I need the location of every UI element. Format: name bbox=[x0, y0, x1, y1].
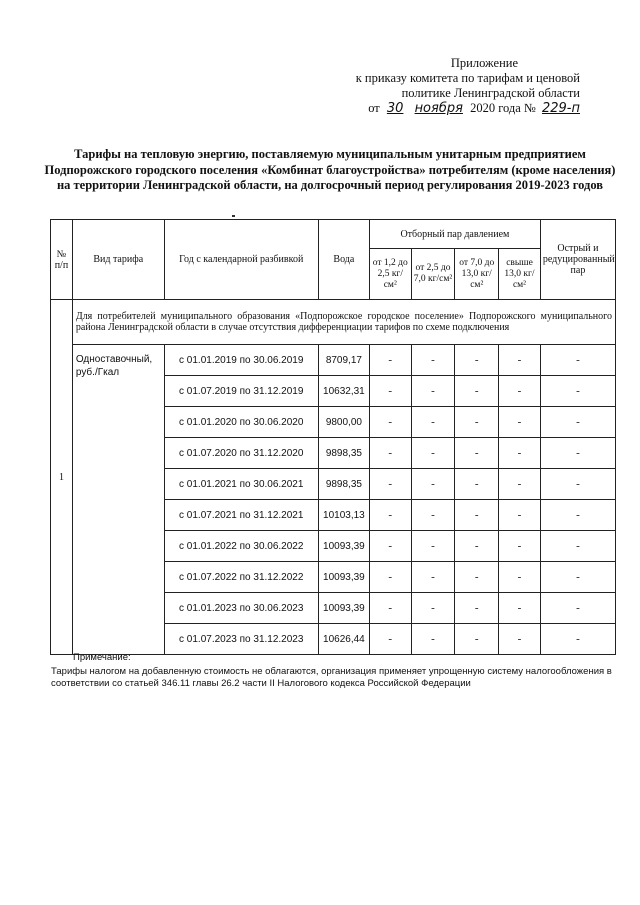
dash-cell: - bbox=[499, 438, 541, 469]
dash-cell: - bbox=[455, 438, 499, 469]
order-date-line bbox=[300, 101, 580, 116]
dash-cell: - bbox=[411, 376, 455, 407]
period-cell: с 01.07.2021 по 31.12.2021 bbox=[164, 500, 318, 531]
period-cell: с 01.07.2022 по 31.12.2022 bbox=[164, 562, 318, 593]
appendix-block bbox=[300, 56, 580, 116]
appendix-line-2: к приказу комитета по тарифам и ценовой bbox=[355, 71, 580, 85]
dash-cell: - bbox=[540, 469, 615, 500]
dash-cell: - bbox=[369, 469, 411, 500]
order-year: 2020 года № bbox=[470, 101, 536, 115]
dash-cell: - bbox=[455, 345, 499, 376]
order-day: 30 bbox=[386, 101, 404, 116]
dash-cell: - bbox=[369, 438, 411, 469]
period-cell: с 01.07.2020 по 31.12.2020 bbox=[164, 438, 318, 469]
dash-cell: - bbox=[455, 500, 499, 531]
header-period: Год с календарной разбивкой bbox=[164, 220, 318, 300]
decorative-dot bbox=[232, 215, 235, 217]
dash-cell: - bbox=[411, 345, 455, 376]
dash-cell: - bbox=[411, 562, 455, 593]
dash-cell: - bbox=[455, 407, 499, 438]
dash-cell: - bbox=[411, 624, 455, 655]
dash-cell: - bbox=[499, 376, 541, 407]
header-pressure-3: от 7,0 до 13,0 кг/см² bbox=[455, 249, 499, 300]
water-cell: 10093,39 bbox=[318, 562, 369, 593]
dash-cell: - bbox=[499, 562, 541, 593]
period-cell: с 01.01.2022 по 30.06.2022 bbox=[164, 531, 318, 562]
water-cell: 10626,44 bbox=[318, 624, 369, 655]
dash-cell: - bbox=[411, 407, 455, 438]
tariff-table bbox=[50, 219, 616, 655]
dash-cell: - bbox=[411, 438, 455, 469]
water-cell: 10093,39 bbox=[318, 531, 369, 562]
dash-cell: - bbox=[455, 562, 499, 593]
water-cell: 9898,35 bbox=[318, 469, 369, 500]
dash-cell: - bbox=[369, 624, 411, 655]
dash-cell: - bbox=[499, 345, 541, 376]
dash-cell: - bbox=[540, 376, 615, 407]
water-cell: 10093,39 bbox=[318, 593, 369, 624]
order-month: ноября bbox=[414, 101, 463, 116]
row-number: 1 bbox=[51, 300, 73, 655]
header-num: № п/п bbox=[51, 220, 73, 300]
water-cell: 9800,00 bbox=[318, 407, 369, 438]
period-cell: с 01.01.2023 по 30.06.2023 bbox=[164, 593, 318, 624]
period-cell: с 01.01.2020 по 30.06.2020 bbox=[164, 407, 318, 438]
dash-cell: - bbox=[455, 469, 499, 500]
table-row bbox=[51, 345, 616, 376]
note-block bbox=[51, 652, 633, 690]
dash-cell: - bbox=[369, 407, 411, 438]
dash-cell: - bbox=[411, 469, 455, 500]
dash-cell: - bbox=[499, 531, 541, 562]
header-steam: Отборный пар давлением bbox=[369, 220, 540, 249]
tariff-type: Одноставочный, руб./Гкал bbox=[72, 345, 164, 655]
note-label: Примечание: bbox=[73, 652, 131, 663]
dash-cell: - bbox=[499, 469, 541, 500]
dash-cell: - bbox=[369, 500, 411, 531]
header-tariff-type: Вид тарифа bbox=[72, 220, 164, 300]
dash-cell: - bbox=[540, 531, 615, 562]
dash-cell: - bbox=[455, 624, 499, 655]
dash-cell: - bbox=[499, 500, 541, 531]
dash-cell: - bbox=[540, 624, 615, 655]
dash-cell: - bbox=[540, 407, 615, 438]
dash-cell: - bbox=[411, 593, 455, 624]
dash-cell: - bbox=[499, 593, 541, 624]
dash-cell: - bbox=[499, 624, 541, 655]
water-cell: 10632,31 bbox=[318, 376, 369, 407]
dash-cell: - bbox=[369, 562, 411, 593]
period-cell: с 01.07.2023 по 31.12.2023 bbox=[164, 624, 318, 655]
dash-cell: - bbox=[540, 500, 615, 531]
period-cell: с 01.01.2021 по 30.06.2021 bbox=[164, 469, 318, 500]
header-hot-steam: Острый и редуцированный пар bbox=[540, 220, 615, 300]
period-cell: с 01.01.2019 по 30.06.2019 bbox=[164, 345, 318, 376]
appendix-line-3: политике Ленинградской области bbox=[401, 86, 580, 100]
dash-cell: - bbox=[540, 438, 615, 469]
dash-cell: - bbox=[455, 376, 499, 407]
dash-cell: - bbox=[540, 345, 615, 376]
consumer-description: Для потребителей муниципального образования «Подпорожское городское поселение» Подпорожского муниципального района Ленинградской области в случае отсутствия дифференциации тарифов по схеме подключения bbox=[72, 300, 615, 345]
period-cell: с 01.07.2019 по 31.12.2019 bbox=[164, 376, 318, 407]
dash-cell: - bbox=[411, 500, 455, 531]
dash-cell: - bbox=[540, 562, 615, 593]
appendix-label: Приложение bbox=[450, 56, 518, 70]
document-title: Тарифы на тепловую энергию, поставляемую муниципальным унитарным предприятием Подпорожского городского поселения «Комбинат благоустройства» потребителям (кроме населения) на территории Ленинградской области, на долгосрочный период регулирования 2019-2023 годов bbox=[44, 147, 616, 192]
dash-cell: - bbox=[540, 593, 615, 624]
water-cell: 9898,35 bbox=[318, 438, 369, 469]
order-number: 229-п bbox=[541, 101, 580, 116]
header-pressure-2: от 2,5 до 7,0 кг/см² bbox=[411, 249, 455, 300]
note-text: Тарифы налогом на добавленную стоимость не облагаются, организация применяет упрощенную систему налогообложения в соответствии со статьей 346.11 главы 26.2 части II Налогового кодекса Российской Федерации bbox=[51, 666, 612, 689]
header-pressure-4: свыше 13,0 кг/см² bbox=[499, 249, 541, 300]
dash-cell: - bbox=[369, 593, 411, 624]
dash-cell: - bbox=[455, 531, 499, 562]
dash-cell: - bbox=[369, 376, 411, 407]
header-pressure-1: от 1,2 до 2,5 кг/см² bbox=[369, 249, 411, 300]
dash-cell: - bbox=[455, 593, 499, 624]
dash-cell: - bbox=[369, 345, 411, 376]
water-cell: 8709,17 bbox=[318, 345, 369, 376]
order-from: от bbox=[368, 101, 380, 115]
dash-cell: - bbox=[411, 531, 455, 562]
water-cell: 10103,13 bbox=[318, 500, 369, 531]
dash-cell: - bbox=[369, 531, 411, 562]
dash-cell: - bbox=[499, 407, 541, 438]
header-water: Вода bbox=[318, 220, 369, 300]
